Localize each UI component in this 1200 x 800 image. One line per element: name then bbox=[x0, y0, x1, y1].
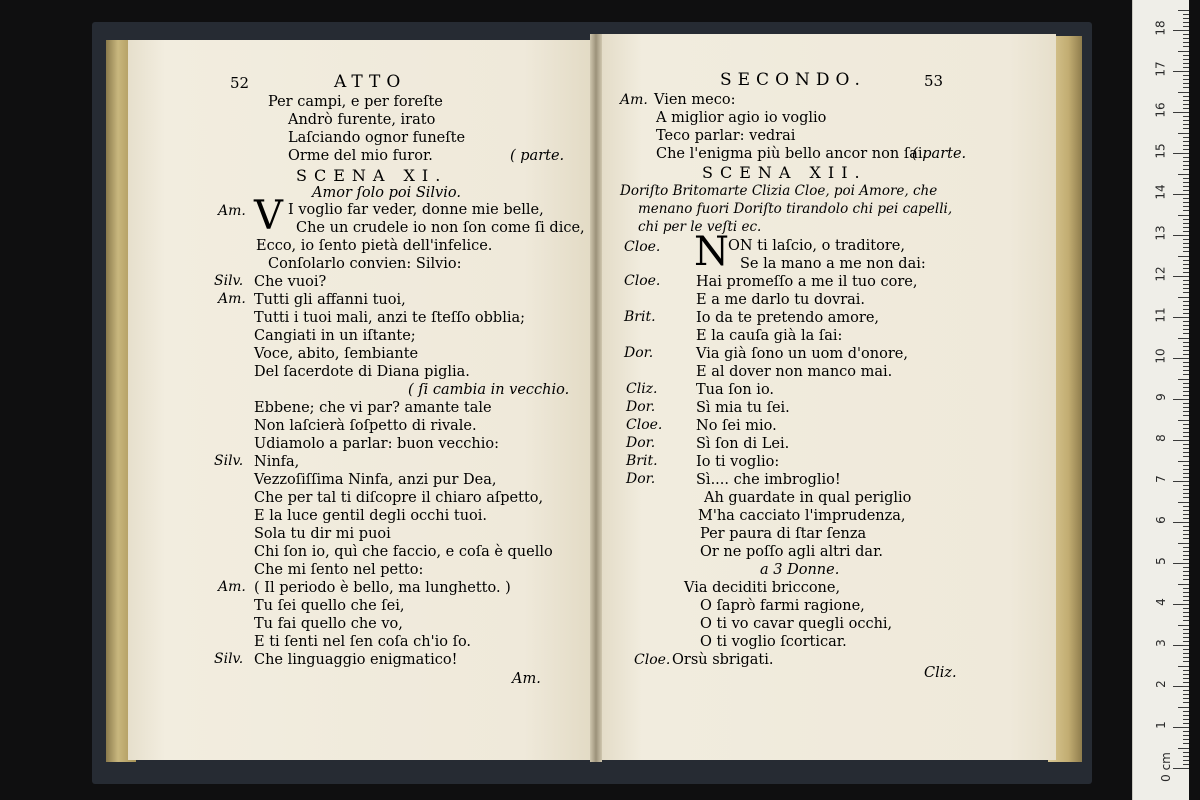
ruler-number: 15 bbox=[1153, 143, 1168, 159]
ruler-tick bbox=[1183, 657, 1189, 658]
ruler-tick bbox=[1183, 210, 1189, 211]
text-line: Che un crudele io non ſon come ſi dice, bbox=[296, 220, 585, 236]
ruler-number: 12 bbox=[1153, 266, 1168, 282]
scene-heading: SCENA XI. bbox=[296, 166, 448, 185]
ruler-tick bbox=[1183, 206, 1189, 207]
ruler-tick bbox=[1183, 489, 1189, 490]
ruler-tick bbox=[1183, 629, 1189, 630]
text-line: Io ti voglio: bbox=[696, 454, 780, 470]
ruler-tick bbox=[1183, 600, 1189, 601]
ruler-tick bbox=[1183, 198, 1189, 199]
text-line: Del ſacerdote di Diana piglia. bbox=[254, 364, 470, 380]
text-line: Per campi, e per foreſte bbox=[268, 94, 443, 110]
ruler-tick bbox=[1183, 551, 1189, 552]
ruler-tick bbox=[1183, 14, 1189, 15]
ruler-tick bbox=[1183, 157, 1189, 158]
text-line: ( Il periodo è bello, ma lunghetto. ) bbox=[254, 580, 511, 596]
ruler-tick bbox=[1183, 149, 1189, 150]
ruler-tick bbox=[1183, 128, 1189, 129]
stage-direction: a 3 Donne. bbox=[760, 562, 840, 578]
ruler-tick bbox=[1183, 75, 1189, 76]
ruler-tick bbox=[1183, 87, 1189, 88]
ruler-tick bbox=[1183, 354, 1189, 355]
ruler-tick bbox=[1183, 243, 1189, 244]
ruler-number: 11 bbox=[1153, 307, 1168, 323]
ruler-tick bbox=[1173, 604, 1189, 605]
ruler-tick bbox=[1183, 186, 1189, 187]
ruler-tick bbox=[1183, 510, 1189, 511]
ruler-tick bbox=[1173, 71, 1189, 72]
ruler-tick bbox=[1173, 317, 1189, 318]
catchword: Cliz. bbox=[924, 665, 957, 681]
ruler-tick bbox=[1178, 625, 1189, 626]
ruler-tick bbox=[1183, 719, 1189, 720]
ruler-tick bbox=[1183, 715, 1189, 716]
ruler-tick bbox=[1183, 116, 1189, 117]
ruler-tick bbox=[1183, 588, 1189, 589]
ruler-tick bbox=[1183, 83, 1189, 84]
speaker-label: Cliz. bbox=[626, 381, 658, 397]
ruler-tick bbox=[1178, 584, 1189, 585]
scene-characters: chi per le veſti ec. bbox=[638, 219, 762, 235]
speaker-label: Am. bbox=[218, 203, 246, 219]
speaker-label: Dor. bbox=[626, 435, 656, 451]
ruler-tick bbox=[1183, 108, 1189, 109]
ruler-tick bbox=[1183, 42, 1189, 43]
ruler-tick bbox=[1173, 563, 1189, 564]
ruler-tick bbox=[1183, 18, 1189, 19]
scene-characters: Amor ſolo poi Silvio. bbox=[312, 185, 461, 201]
speaker-label: Silv. bbox=[214, 273, 244, 289]
ruler-tick bbox=[1183, 633, 1189, 634]
ruler-tick bbox=[1183, 321, 1189, 322]
ruler-tick bbox=[1183, 407, 1189, 408]
drop-cap: N bbox=[694, 229, 729, 275]
running-head-right: SECONDO. bbox=[720, 70, 866, 90]
speaker-label: Am. bbox=[218, 291, 246, 307]
speaker-label: Brit. bbox=[626, 453, 658, 469]
ruler-tick bbox=[1183, 55, 1189, 56]
ruler-tick bbox=[1183, 682, 1189, 683]
ruler-tick bbox=[1183, 288, 1189, 289]
ruler-tick bbox=[1183, 34, 1189, 35]
ruler-tick bbox=[1183, 403, 1189, 404]
text-line: Ecco, io ſento pietà dell'infelice. bbox=[256, 238, 493, 254]
ruler-tick bbox=[1183, 579, 1189, 580]
ruler-tick bbox=[1173, 235, 1189, 236]
ruler-tick bbox=[1183, 760, 1189, 761]
text-line: Sì.... che imbroglio! bbox=[696, 472, 841, 488]
ruler-tick bbox=[1183, 362, 1189, 363]
ruler-tick bbox=[1183, 547, 1189, 548]
text-line: No ſei mio. bbox=[696, 418, 777, 434]
ruler-tick bbox=[1183, 731, 1189, 732]
text-line: Vien meco: bbox=[654, 92, 736, 108]
ruler-tick bbox=[1183, 100, 1189, 101]
ruler-tick bbox=[1178, 707, 1189, 708]
text-line: Che mi ſento nel petto: bbox=[254, 562, 424, 578]
ruler-tick bbox=[1183, 284, 1189, 285]
text-line: I voglio far veder, donne mie belle, bbox=[288, 202, 544, 218]
ruler-tick bbox=[1183, 59, 1189, 60]
ruler-tick bbox=[1178, 502, 1189, 503]
ruler-tick bbox=[1183, 596, 1189, 597]
text-line: E al dover non manco mai. bbox=[696, 364, 893, 380]
ruler-tick bbox=[1183, 260, 1189, 261]
ruler-tick bbox=[1183, 641, 1189, 642]
text-line: E a me darlo tu dovrai. bbox=[696, 292, 866, 308]
ruler-tick bbox=[1183, 272, 1189, 273]
ruler-tick bbox=[1183, 231, 1189, 232]
ruler-tick bbox=[1183, 506, 1189, 507]
text-line: Ebbene; che vi par? amante tale bbox=[254, 400, 492, 416]
ruler-tick bbox=[1183, 251, 1189, 252]
ruler-tick bbox=[1173, 194, 1189, 195]
ruler-tick bbox=[1173, 645, 1189, 646]
ruler-tick bbox=[1183, 38, 1189, 39]
ruler-tick bbox=[1178, 666, 1189, 667]
ruler-tick bbox=[1173, 686, 1189, 687]
ruler-tick bbox=[1183, 530, 1189, 531]
ruler-tick bbox=[1183, 329, 1189, 330]
ruler-tick bbox=[1178, 10, 1189, 11]
text-line: Conſolarlo convien: Silvio: bbox=[268, 256, 462, 272]
ruler-tick bbox=[1178, 133, 1189, 134]
ruler-tick bbox=[1173, 399, 1189, 400]
ruler-tick bbox=[1183, 227, 1189, 228]
ruler-tick bbox=[1183, 637, 1189, 638]
text-line: Tutti gli affanni tuoi, bbox=[254, 292, 406, 308]
catchword: Am. bbox=[512, 671, 541, 687]
ruler-tick bbox=[1183, 145, 1189, 146]
text-line: Sola tu dir mi puoi bbox=[254, 526, 391, 542]
ruler-tick bbox=[1183, 452, 1189, 453]
ruler-tick bbox=[1183, 575, 1189, 576]
speaker-label: Brit. bbox=[624, 309, 656, 325]
ruler-number: 3 bbox=[1153, 639, 1168, 647]
ruler-tick bbox=[1183, 690, 1189, 691]
ruler-number: 14 bbox=[1153, 184, 1168, 200]
ruler-tick bbox=[1183, 514, 1189, 515]
ruler-tick bbox=[1173, 522, 1189, 523]
ruler-tick bbox=[1183, 485, 1189, 486]
text-line: A miglior agio io voglio bbox=[656, 110, 827, 126]
ruler-tick bbox=[1183, 313, 1189, 314]
ruler-tick bbox=[1183, 104, 1189, 105]
ruler-tick bbox=[1183, 182, 1189, 183]
ruler-number: 17 bbox=[1153, 61, 1168, 77]
ruler-tick bbox=[1183, 608, 1189, 609]
ruler-tick bbox=[1183, 571, 1189, 572]
ruler-tick bbox=[1183, 301, 1189, 302]
ruler-tick bbox=[1183, 137, 1189, 138]
scene-characters: menano fuori Doriſto tirandolo chi pei capelli, bbox=[638, 201, 953, 217]
ruler-tick bbox=[1183, 694, 1189, 695]
ruler-tick bbox=[1183, 370, 1189, 371]
ruler-tick bbox=[1178, 461, 1189, 462]
ruler-tick bbox=[1183, 178, 1189, 179]
ruler-tick bbox=[1183, 465, 1189, 466]
ruler-tick bbox=[1183, 456, 1189, 457]
ruler-tick bbox=[1183, 411, 1189, 412]
text-line: Sì ſon di Lei. bbox=[696, 436, 790, 452]
ruler-tick bbox=[1178, 215, 1189, 216]
text-line: Voce, abito, ſembiante bbox=[254, 346, 419, 362]
ruler-tick bbox=[1183, 124, 1189, 125]
ruler-tick bbox=[1183, 436, 1189, 437]
ruler-tick bbox=[1183, 395, 1189, 396]
ruler-tick bbox=[1183, 612, 1189, 613]
scene-characters: Doriſto Britomarte Clizia Cloe, poi Amore, che bbox=[620, 183, 938, 199]
ruler-number: 10 bbox=[1153, 348, 1168, 364]
text-line: E la luce gentil degli occhi tuoi. bbox=[254, 508, 488, 524]
ruler-tick bbox=[1173, 481, 1189, 482]
ruler-tick bbox=[1183, 305, 1189, 306]
speaker-label: Cloe. bbox=[634, 652, 671, 668]
ruler-tick bbox=[1183, 63, 1189, 64]
text-line: Chi ſon io, quì che faccio, e coſa è quello bbox=[254, 544, 553, 560]
ruler-tick bbox=[1183, 559, 1189, 560]
text-line: Che l'enigma più bello ancor non ſai. bbox=[656, 146, 928, 162]
text-line: Non laſcierà ſoſpetto di rivale. bbox=[254, 418, 477, 434]
text-line: Cangiati in un iſtante; bbox=[254, 328, 416, 344]
ruler-tick bbox=[1178, 748, 1189, 749]
ruler-tick bbox=[1178, 51, 1189, 52]
ruler-tick bbox=[1173, 358, 1189, 359]
text-line: O ſaprò farmi ragione, bbox=[700, 598, 865, 614]
ruler-tick bbox=[1183, 670, 1189, 671]
ruler-tick bbox=[1183, 567, 1189, 568]
ruler-tick bbox=[1183, 264, 1189, 265]
ruler-tick bbox=[1183, 26, 1189, 27]
ruler-tick bbox=[1183, 120, 1189, 121]
speaker-label: Silv. bbox=[214, 651, 244, 667]
text-line: Che linguaggio enigmatico! bbox=[254, 652, 458, 668]
ruler-tick bbox=[1183, 752, 1189, 753]
text-line: Sì mia tu ſei. bbox=[696, 400, 790, 416]
ruler-tick bbox=[1183, 497, 1189, 498]
ruler-tick bbox=[1178, 379, 1189, 380]
stage-direction: ( parte. bbox=[510, 148, 565, 164]
text-line: Laſciando ognor funeſte bbox=[288, 130, 466, 146]
ruler-tick bbox=[1183, 756, 1189, 757]
ruler-tick bbox=[1173, 30, 1189, 31]
ruler-tick bbox=[1178, 297, 1189, 298]
ruler-tick bbox=[1183, 735, 1189, 736]
text-line: Hai promeſſo a me il tuo core, bbox=[696, 274, 918, 290]
ruler-tick bbox=[1183, 325, 1189, 326]
ruler-number: 8 bbox=[1153, 434, 1168, 442]
speaker-label: Dor. bbox=[626, 471, 656, 487]
ruler-tick bbox=[1183, 387, 1189, 388]
speaker-label: Dor. bbox=[626, 399, 656, 415]
ruler-tick bbox=[1183, 743, 1189, 744]
ruler-tick bbox=[1178, 256, 1189, 257]
ruler-tick bbox=[1183, 649, 1189, 650]
ruler-tick bbox=[1183, 739, 1189, 740]
text-line: Andrò furente, irato bbox=[288, 112, 436, 128]
speaker-label: Am. bbox=[620, 92, 648, 108]
ruler-tick bbox=[1183, 346, 1189, 347]
ruler-tick bbox=[1183, 764, 1189, 765]
text-line: Tua ſon io. bbox=[696, 382, 775, 398]
text-line: Udiamolo a parlar: buon vecchio: bbox=[254, 436, 499, 452]
ruler-tick bbox=[1173, 276, 1189, 277]
speaker-label: Dor. bbox=[624, 345, 654, 361]
ruler-tick bbox=[1173, 440, 1189, 441]
ruler-tick bbox=[1178, 420, 1189, 421]
ruler-tick bbox=[1183, 616, 1189, 617]
ruler-tick bbox=[1183, 592, 1189, 593]
ruler-tick bbox=[1183, 448, 1189, 449]
ruler-tick bbox=[1178, 92, 1189, 93]
ruler-tick bbox=[1183, 473, 1189, 474]
ruler-tick bbox=[1173, 768, 1189, 769]
text-line: M'ha cacciato l'imprudenza, bbox=[698, 508, 906, 524]
ruler-number: 7 bbox=[1153, 475, 1168, 483]
ruler-tick bbox=[1183, 46, 1189, 47]
ruler-tick bbox=[1183, 534, 1189, 535]
text-line: E ti ſenti nel ſen coſa ch'io ſo. bbox=[254, 634, 472, 650]
ruler-tick bbox=[1183, 268, 1189, 269]
ruler-tick bbox=[1183, 342, 1189, 343]
ruler-tick bbox=[1183, 333, 1189, 334]
ruler-tick bbox=[1183, 538, 1189, 539]
text-line: Tutti i tuoi mali, anzi te ſteſſo obblia; bbox=[254, 310, 526, 326]
text-line: Se la mano a me non dai: bbox=[740, 256, 926, 272]
ruler-tick bbox=[1183, 292, 1189, 293]
ruler-tick bbox=[1183, 444, 1189, 445]
ruler-tick bbox=[1183, 219, 1189, 220]
ruler-number: 18 bbox=[1153, 20, 1168, 36]
ruler-tick bbox=[1183, 432, 1189, 433]
ruler-number: 16 bbox=[1153, 102, 1168, 118]
ruler-tick bbox=[1183, 165, 1189, 166]
ruler-number: 2 bbox=[1153, 680, 1168, 688]
ruler-tick bbox=[1183, 22, 1189, 23]
ruler-tick bbox=[1183, 280, 1189, 281]
ruler-tick bbox=[1178, 174, 1189, 175]
ruler-tick bbox=[1183, 239, 1189, 240]
text-line: O ti vo cavar quegli occhi, bbox=[700, 616, 893, 632]
speaker-label: Cloe. bbox=[626, 417, 663, 433]
text-line: E la cauſa già la ſai: bbox=[696, 328, 843, 344]
ruler-tick bbox=[1183, 383, 1189, 384]
text-line: Per paura di ſtar ſenza bbox=[700, 526, 867, 542]
ruler-tick bbox=[1183, 169, 1189, 170]
scene-heading: SCENA XII. bbox=[702, 163, 867, 182]
stage-direction: ( parte. bbox=[912, 146, 967, 162]
ruler-tick bbox=[1183, 141, 1189, 142]
ruler-tick bbox=[1183, 661, 1189, 662]
ruler-tick bbox=[1183, 309, 1189, 310]
ruler-tick bbox=[1183, 678, 1189, 679]
ruler-tick bbox=[1183, 723, 1189, 724]
ruler-tick bbox=[1183, 698, 1189, 699]
ruler-tick bbox=[1183, 674, 1189, 675]
ruler-tick bbox=[1183, 620, 1189, 621]
text-line: Via deciditi briccone, bbox=[684, 580, 841, 596]
text-line: Or ne poſſo agli altri dar. bbox=[700, 544, 884, 560]
ruler-tick bbox=[1183, 469, 1189, 470]
ruler-tick bbox=[1183, 247, 1189, 248]
speaker-label: Cloe. bbox=[624, 239, 661, 255]
ruler-tick bbox=[1183, 366, 1189, 367]
ruler-number: 5 bbox=[1153, 557, 1168, 565]
ruler-tick bbox=[1183, 711, 1189, 712]
ruler-tick bbox=[1183, 67, 1189, 68]
ruler-tick bbox=[1173, 112, 1189, 113]
page-number-left: 52 bbox=[230, 74, 250, 92]
ruler-number: 4 bbox=[1153, 598, 1168, 606]
measurement-ruler bbox=[1132, 0, 1189, 800]
ruler-tick bbox=[1183, 223, 1189, 224]
text-line: Che per tal ti diſcopre il chiaro aſpetto, bbox=[254, 490, 544, 506]
ruler-tick bbox=[1183, 424, 1189, 425]
ruler-number: 13 bbox=[1153, 225, 1168, 241]
ruler-tick bbox=[1183, 526, 1189, 527]
ruler-tick bbox=[1178, 543, 1189, 544]
text-line: Tu ſei quello che ſei, bbox=[254, 598, 405, 614]
ruler-number: 1 bbox=[1153, 721, 1168, 729]
text-line: ON ti laſcio, o traditore, bbox=[728, 238, 905, 254]
ruler-tick bbox=[1183, 374, 1189, 375]
ruler-tick bbox=[1183, 350, 1189, 351]
text-line: Io da te pretendo amore, bbox=[696, 310, 880, 326]
ruler-tick bbox=[1183, 702, 1189, 703]
ruler-tick bbox=[1183, 493, 1189, 494]
text-line: Teco parlar: vedrai bbox=[656, 128, 796, 144]
drop-cap: V bbox=[254, 193, 283, 239]
text-line: Orsù sbrigati. bbox=[672, 652, 774, 668]
running-head-left: ATTO bbox=[334, 72, 407, 92]
text-line: Che vuoi? bbox=[254, 274, 327, 290]
ruler-tick bbox=[1183, 653, 1189, 654]
ruler-number: 6 bbox=[1153, 516, 1168, 524]
ruler-tick bbox=[1183, 96, 1189, 97]
ruler-unit-label: 0 cm bbox=[1158, 752, 1173, 782]
ruler-tick bbox=[1173, 153, 1189, 154]
ruler-tick bbox=[1183, 428, 1189, 429]
ruler-tick bbox=[1173, 727, 1189, 728]
page-number-right: 53 bbox=[924, 72, 944, 90]
text-line: Ninfa, bbox=[254, 454, 300, 470]
text-line: Tu fai quello che vo, bbox=[254, 616, 403, 632]
ruler-tick bbox=[1183, 202, 1189, 203]
text-line: Via già ſono un uom d'onore, bbox=[696, 346, 908, 362]
speaker-label: Am. bbox=[218, 579, 246, 595]
ruler-number: 9 bbox=[1153, 393, 1168, 401]
speaker-label: Cloe. bbox=[624, 273, 661, 289]
ruler-tick bbox=[1183, 391, 1189, 392]
ruler-tick bbox=[1183, 190, 1189, 191]
ruler-tick bbox=[1183, 518, 1189, 519]
ruler-tick bbox=[1183, 415, 1189, 416]
ruler-tick bbox=[1183, 555, 1189, 556]
ruler-tick bbox=[1183, 477, 1189, 478]
book-gutter bbox=[590, 34, 602, 762]
text-line: Orme del mio furor. bbox=[288, 148, 433, 164]
text-line: Vezzoſiſſima Ninfa, anzi pur Dea, bbox=[254, 472, 497, 488]
ruler-tick bbox=[1178, 338, 1189, 339]
ruler-tick bbox=[1183, 161, 1189, 162]
text-line: O ti voglio ſcorticar. bbox=[700, 634, 847, 650]
text-line: Ah guardate in qual periglio bbox=[704, 490, 912, 506]
ruler-tick bbox=[1183, 79, 1189, 80]
speaker-label: Silv. bbox=[214, 453, 244, 469]
stage-direction: ( ſi cambia in vecchio. bbox=[408, 382, 570, 398]
